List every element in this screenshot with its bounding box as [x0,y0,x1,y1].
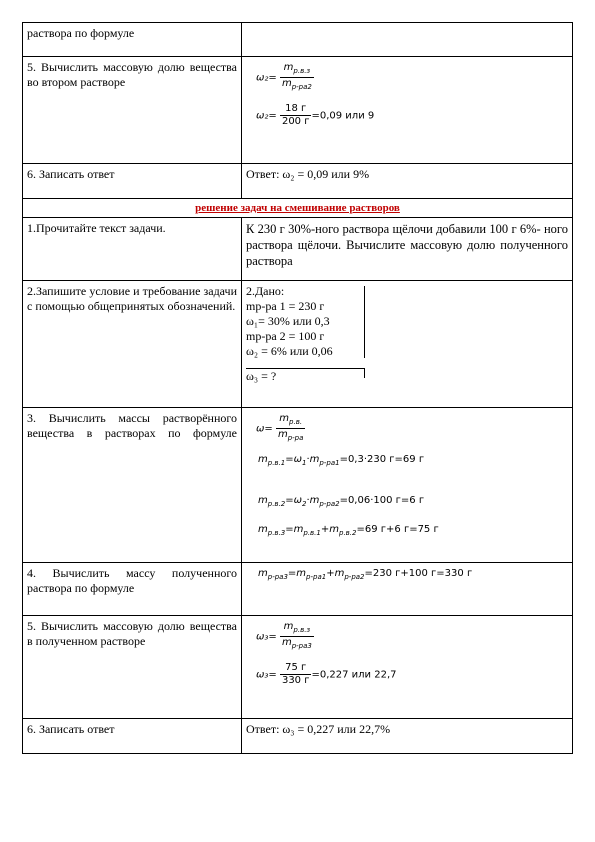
subscript: р-ра2 [291,83,312,91]
subscript: р-ра [287,434,304,442]
work-cell [242,616,573,719]
worksheet [22,22,573,754]
answer-text: Ответ: ω₂ = 0,09 или 9% [246,167,370,181]
table-row [23,199,573,218]
formula-result: =69 г+6 г=75 г [356,524,439,535]
work-cell [242,281,573,408]
fraction [280,103,312,128]
section-title: решение задач на смешивание растворов [195,202,400,214]
fraction-numerator [280,621,314,637]
step-cell [23,408,242,563]
step-cell [23,218,242,281]
solution-table [22,22,573,754]
formula-result: =0,09 или 9 [311,110,375,122]
formula-lhs: ω₃= [256,669,277,681]
table-row [23,563,573,616]
table-row [23,719,573,754]
step-text: 5. Вычислить массовую долю вещества во втором растворе [27,60,237,89]
formula-solution-mass: $m_{р-ра3}=m_{р-ра1}+m_{р-ра2}=230$ г+100 г=330 г [258,568,473,581]
symbol: m [283,62,294,73]
formula-solute-mass-1: $m_{р.в.1}=\omega_1\cdot m_{р-ра1}=0,3\cdot 230$ г=69 г [258,454,425,467]
step-cell [23,23,242,57]
formula-mass-fraction-3-values [256,662,568,687]
formula-result: =0,06·100 г=6 г [339,495,425,506]
symbol: m [281,637,292,648]
step-text: 5. Вычислить массовую долю вещества в полученном растворе [27,619,237,648]
step-text: 3. Вычислить массы растворённого вещества в растворах по формуле [27,411,237,440]
table-row [23,408,573,563]
formula-result: =0,227 или 22,7 [311,669,397,681]
given-item: ω₁= 30% или 0,3 [246,314,330,328]
given-item: mр-ра 1 = 230 г [246,299,325,313]
work-cell [242,408,573,563]
symbol: m [279,413,290,424]
work-cell [242,218,573,281]
fraction-numerator: 18 г [280,103,312,116]
work-cell [242,23,573,57]
answer-text: Ответ: ω₃ = 0,227 или 22,7% [246,722,391,736]
formula-result: =230 г+100 г=330 г [364,568,473,579]
step-cell [23,563,242,616]
subscript: р.в.з [293,67,311,75]
subscript: р.в. [289,418,303,426]
formula-mass-fraction [256,413,568,444]
step-text: 1.Прочитайте текст задачи. [27,221,166,235]
formula-lhs: ω₂= [256,110,277,122]
given-item: ω₂ = 6% или 0,06 [246,344,333,358]
fraction [280,662,312,687]
table-row [23,281,573,408]
step-text: 4. Вычислить массу полученного раствора по формуле [27,566,237,595]
formula-mass-fraction-2 [256,62,568,93]
fraction-denominator [280,637,314,652]
formula-mass-fraction-2-values [256,103,568,128]
table-row [23,218,573,281]
fraction [280,62,314,93]
step-cell [23,164,242,199]
formula-solute-mass-3: $m_{р.в.3}=m_{р.в.1}+m_{р.в.2}=69$ г+6 г=75 г [258,524,439,537]
given-divider [364,286,365,358]
fraction [280,621,314,652]
step-cell [23,281,242,408]
given-block [246,284,568,384]
step-text: 2.Запишите условие и требование задачи с помощью общепринятых обозначений. [27,284,237,313]
given-title: 2.Дано: [246,284,285,298]
fraction-denominator [276,429,305,444]
section-header-cell [23,199,573,218]
find-item: ω₃ = ? [246,369,277,383]
table-row [23,164,573,199]
formula-solute-mass-2: $m_{р.в.2}=\omega_2\cdot m_{р-ра2}=0,06\cdot 100$ г=6 г [258,495,425,508]
formula-lhs: ω₃= [256,631,277,643]
subscript: р-ра3 [291,642,312,650]
fraction-denominator: 200 г [281,116,310,127]
work-cell [242,57,573,164]
table-row [23,57,573,164]
given-item: mр-ра 2 = 100 г [246,329,325,343]
fraction-numerator [276,413,305,429]
fraction-denominator: 330 г [281,675,310,686]
formula-mass-fraction-3 [256,621,568,652]
work-cell [242,563,573,616]
formula-lhs: ω₂= [256,72,277,84]
step-text: раствора по формуле [27,26,135,40]
step-cell [23,57,242,164]
symbol: m [281,78,292,89]
work-cell [242,164,573,199]
step-cell [23,719,242,754]
formula-result: =0,3·230 г=69 г [339,454,425,465]
fraction [276,413,305,444]
formula-lhs: ω= [256,423,273,435]
given-underline [246,368,364,369]
step-text: 6. Записать ответ [27,722,115,736]
step-text: 6. Записать ответ [27,167,115,181]
work-cell [242,719,573,754]
symbol: m [277,429,288,440]
subscript: р.в.з [293,626,311,634]
step-cell [23,616,242,719]
fraction-denominator [280,78,314,93]
problem-text: К 230 г 30%-ного раствора щёлочи добавили 100 г 6%- ного раствора щёлочи. Вычислите массовую долю полученного раствора [246,222,568,268]
table-row [23,23,573,57]
given-divider [364,368,365,378]
table-row [23,616,573,719]
symbol: m [283,621,294,632]
fraction-numerator: 75 г [280,662,312,675]
fraction-numerator [280,62,314,78]
